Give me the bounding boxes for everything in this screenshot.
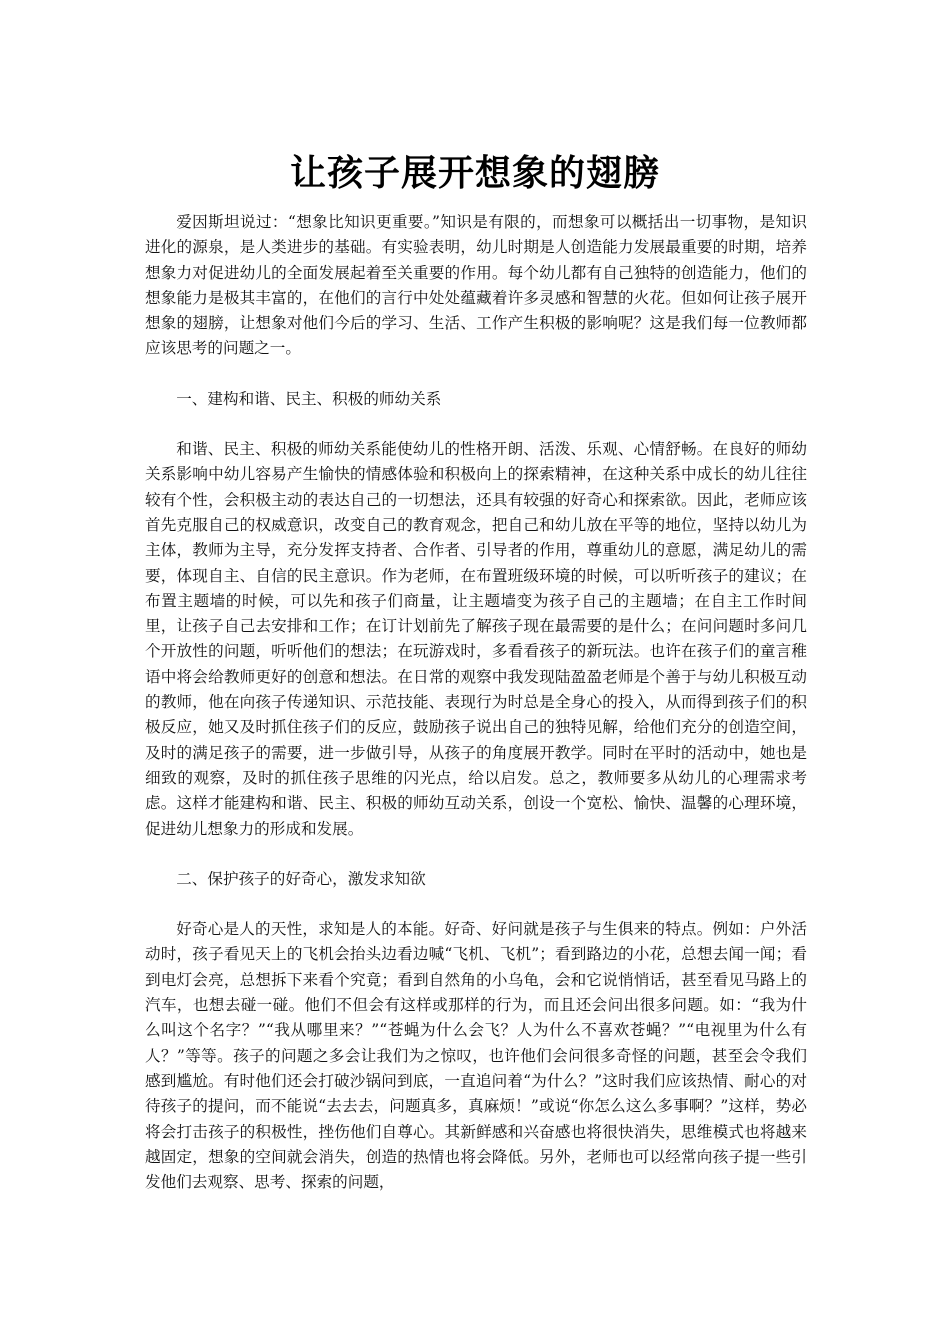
document-body — [145, 210, 807, 1195]
section-2-paragraph: 好奇心是人的天性，求知是人的本能。好奇、好问就是孩子与生俱来的特点。例如：户外活动时，孩子看见天上的飞机会抬头边看边喊“飞机、飞机”；看到路边的小花，总想去闻一闻；看到电灯会亮，总想拆下来看个究竟；看到自然角的小乌龟，会和它说悄悄话，甚至看见马路上的汽车，也想去碰一碰。他们不但会有这样或那样的行为，而且还会问出很多问题。如：“我为什么叫这个名字？”“我从哪里来？”“苍蝇为什么会飞？人为什么不喜欢苍蝇？”“电视里为什么有人？”等等。孩子的问题之多会让我们为之惊叹，也许他们会问很多奇怪的问题，甚至会令我们感到尴尬。有时他们还会打破沙锅问到底，一直追问着“为什么？”这时我们应该热情、耐心的对待孩子的提问，而不能说“去去去，问题真多，真麻烦！”或说“你怎么这么多事啊？”这样，势必将会打击孩子的积极性，挫伤他们自尊心。其新鲜感和兴奋感也将很快消失，思维模式也将越来越固定，想象的空间就会消失，创造的热情也将会降低。另外，老师也可以经常向孩子提一些引发他们去观察、思考、探索的问题， — [145, 920, 807, 1192]
section-heading-1: 一、建构和谐、民主、积极的师幼关系 — [176, 389, 442, 408]
document-title: 让孩子展开想象的翅膀 — [289, 152, 660, 194]
intro-paragraph: 爱因斯坦说过：“想象比知识更重要。”知识是有限的，而想象可以概括出一切事物，是知识进化的源泉，是人类进步的基础。有实验表明，幼儿时期是人创造能力发展最重要的时期，培养想象力对促进幼儿的全面发展起着至关重要的作用。每个幼儿都有自己独特的创造能力，他们的想象能力是极其丰富的，在他们的言行中处处蕴藏着许多灵感和智慧的火花。但如何让孩子展开想象的翅膀，让想象对他们今后的学习、生活、工作产生积极的影响呢？这是我们每一位教师都应该思考的问题之一。 — [145, 213, 807, 358]
section-1-paragraph: 和谐、民主、积极的师幼关系能使幼儿的性格开朗、活泼、乐观、心情舒畅。在良好的师幼关系影响中幼儿容易产生愉快的情感体验和积极向上的探索精神，在这种关系中成长的幼儿往往较有个性，会积极主动的表达自己的一切想法，还具有较强的好奇心和探索欲。因此，老师应该首先克服自己的权威意识，改变自己的教育观念，把自己和幼儿放在平等的地位，坚持以幼儿为主体，教师为主导，充分发挥支持者、合作者、引导者的作用，尊重幼儿的意愿，满足幼儿的需要，体现自主、自信的民主意识。作为老师，在布置班级环境的时候，可以听听孩子的建议；在布置主题墙的时候，可以先和孩子们商量，让主题墙变为孩子自己的主题墙；在自主工作时间里，让孩子自己去安排和工作；在订计划前先了解孩子现在最需要的是什么；在问问题时多问几个开放性的问题，听听他们的想法；在玩游戏时，多看看孩子的新玩法。也许在孩子们的童言稚语中将会给教师更好的创意和想法。在日常的观察中我发现陆盈盈老师是个善于与幼儿积极互动的教师，他在向孩子传递知识、示范技能、表现行为时总是全身心的投入，从而得到孩子们的积极反应，她又及时抓住孩子们的反应，鼓励孩子说出自己的独特见解，给他们充分的创造空间，及时的满足孩子的需要，进一步做引导，从孩子的角度展开教学。同时在平时的活动中，她也是细致的观察，及时的抓住孩子思维的闪光点，给以启发。总之，教师要多从幼儿的心理需求考虑。这样才能建构和谐、民主、积极的师幼互动关系，创设一个宽松、愉快、温馨的心理环境，促进幼儿想象力的形成和发展。 — [145, 440, 807, 838]
section-heading-2: 二、保护孩子的好奇心，激发求知欲 — [176, 869, 426, 888]
